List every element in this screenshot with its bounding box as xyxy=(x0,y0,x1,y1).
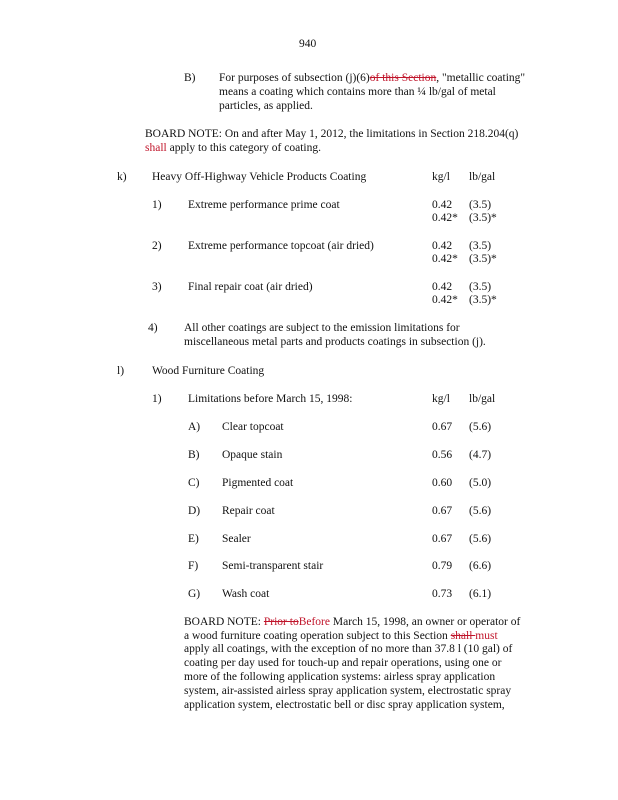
section-k-label: k) xyxy=(117,171,127,183)
l-row-a-letter: A) xyxy=(188,421,201,433)
section-l-title: Wood Furniture Coating xyxy=(152,365,265,377)
board-note-2-line-7: application system, electrostatic bell or disc spray application system, xyxy=(184,699,505,711)
k-item-2-lb-1: (3.5) xyxy=(469,240,492,252)
deleted-text: shall xyxy=(450,630,476,642)
l-row-e-kg: 0.67 xyxy=(432,533,453,545)
l-row-e-letter: E) xyxy=(188,533,199,545)
subsection-b-line-3: particles, as applied. xyxy=(219,100,313,112)
k-item-3-label: Final repair coat (air dried) xyxy=(188,281,313,293)
k-item-3-kg-2: 0.42* xyxy=(432,294,458,306)
l-row-c-label: Pigmented coat xyxy=(222,477,294,489)
l-row-c-kg: 0.60 xyxy=(432,477,453,489)
k-item-1-kg-2: 0.42* xyxy=(432,212,458,224)
l-row-f-kg: 0.79 xyxy=(432,560,453,572)
k-item-3-lb-1: (3.5) xyxy=(469,281,492,293)
board-note-2-text: March 15, 1998, an owner or operator of xyxy=(330,616,521,628)
l-row-e-label: Sealer xyxy=(222,533,251,545)
k-item-3-kg-1: 0.42 xyxy=(432,281,453,293)
l-row-d-kg: 0.67 xyxy=(432,505,453,517)
l-row-a-kg: 0.67 xyxy=(432,421,453,433)
l-row-d-letter: D) xyxy=(188,505,201,517)
k-item-4-num: 4) xyxy=(148,322,158,334)
deleted-text: of this Section xyxy=(369,72,437,84)
section-k-title: Heavy Off-Highway Vehicle Products Coating xyxy=(152,171,367,183)
l-row-g-kg: 0.73 xyxy=(432,588,453,600)
l-sub-1-num: 1) xyxy=(152,393,162,405)
l-row-b-label: Opaque stain xyxy=(222,449,283,461)
l-row-a-lb: (5.6) xyxy=(469,421,492,433)
l-row-g-label: Wash coat xyxy=(222,588,270,600)
k-item-1-num: 1) xyxy=(152,199,162,211)
k-item-1-lb-2: (3.5)* xyxy=(469,212,497,224)
l-row-c-letter: C) xyxy=(188,477,200,489)
l-row-b-kg: 0.56 xyxy=(432,449,453,461)
board-note-2-prefix: BOARD NOTE: xyxy=(184,616,264,628)
k-item-3-lb-2: (3.5)* xyxy=(469,294,497,306)
board-note-2-line-1 xyxy=(184,616,520,629)
l-row-a-label: Clear topcoat xyxy=(222,421,284,433)
inserted-text: shall xyxy=(145,142,167,154)
board-note-1-line-1: BOARD NOTE: On and after May 1, 2012, the limitations in Section 218.204(q) xyxy=(145,128,519,140)
subsection-b-line-1 xyxy=(219,72,525,85)
l-row-b-letter: B) xyxy=(188,449,200,461)
k-item-1-lb-1: (3.5) xyxy=(469,199,492,211)
l-row-c-lb: (5.0) xyxy=(469,477,492,489)
k-item-2-kg-1: 0.42 xyxy=(432,240,453,252)
section-l-label: l) xyxy=(117,365,125,377)
l-row-f-lb: (6.6) xyxy=(469,560,492,572)
l-row-e-lb: (5.6) xyxy=(469,533,492,545)
l-row-f-letter: F) xyxy=(188,560,199,572)
k-item-2-lb-2: (3.5)* xyxy=(469,253,497,265)
l-row-g-lb: (6.1) xyxy=(469,588,492,600)
inserted-text: must xyxy=(475,630,498,642)
k-item-3-num: 3) xyxy=(152,281,162,293)
k-item-2-num: 2) xyxy=(152,240,162,252)
board-note-2-text: a wood furniture coating operation subject to this Section xyxy=(184,630,451,642)
board-note-1-line-2 xyxy=(145,142,321,155)
l-row-b-lb: (4.7) xyxy=(469,449,492,461)
subsection-b-text-a: For purposes of subsection (j)(6) xyxy=(219,72,370,84)
subsection-b-text-b: , "metallic coating" xyxy=(436,72,526,84)
deleted-text: Prior to xyxy=(263,616,299,628)
subsection-b-line-2: means a coating which contains more than ¼ lb/gal of metal xyxy=(219,86,496,98)
k-item-2-label: Extreme performance topcoat (air dried) xyxy=(188,240,374,252)
board-note-2-line-5: more of the following application systems: airless spray application xyxy=(184,671,496,683)
k-item-1-label: Extreme performance prime coat xyxy=(188,199,340,211)
board-note-2-line-4: coating per day used for touch-up and repair operations, using one or xyxy=(184,657,502,669)
l-row-g-letter: G) xyxy=(188,588,201,600)
k-item-2-kg-2: 0.42* xyxy=(432,253,458,265)
subsection-b-label: B) xyxy=(184,72,196,84)
k-item-4-line-2: miscellaneous metal parts and products coatings in subsection (j). xyxy=(184,336,486,348)
board-note-2-line-6: system, air-assisted airless spray application system, electrostatic spray xyxy=(184,685,512,697)
board-note-2-line-2 xyxy=(184,630,498,643)
k-item-1-kg-1: 0.42 xyxy=(432,199,453,211)
section-k-unit-kg: kg/l xyxy=(432,171,450,183)
board-note-1-text: apply to this category of coating. xyxy=(166,142,321,154)
k-item-4-line-1: All other coatings are subject to the emission limitations for xyxy=(184,322,460,334)
section-k-unit-lb: lb/gal xyxy=(469,171,496,183)
l-row-d-lb: (5.6) xyxy=(469,505,492,517)
board-note-2-line-3: apply all coatings, with the exception of no more than 37.8 l (10 gal) of xyxy=(184,643,513,655)
l-row-d-label: Repair coat xyxy=(222,505,275,517)
l-sub-1-label: Limitations before March 15, 1998: xyxy=(188,393,353,405)
l-row-f-label: Semi-transparent stair xyxy=(222,560,324,572)
l-sub-1-unit-lb: lb/gal xyxy=(469,393,496,405)
l-sub-1-unit-kg: kg/l xyxy=(432,393,450,405)
page-number: 940 xyxy=(299,38,317,50)
inserted-text: Before xyxy=(298,616,330,628)
